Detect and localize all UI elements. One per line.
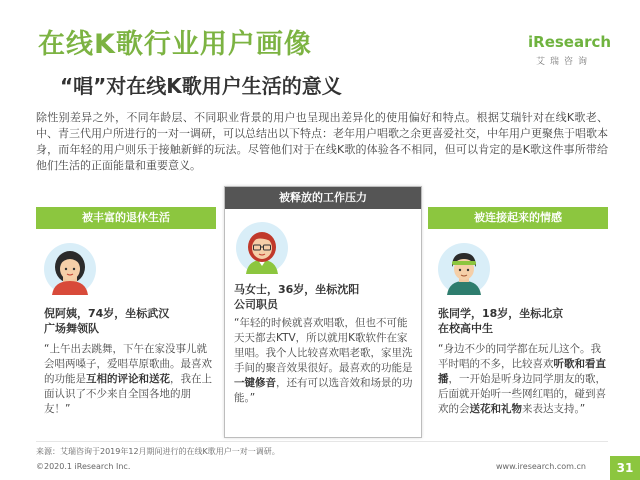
right-person-name: 张同学，18岁，坐标北京 — [438, 307, 564, 320]
right-card-header: 被连接起来的情感 — [428, 207, 608, 229]
left-person-name: 倪阿姨，74岁，坐标武汉 — [44, 307, 170, 320]
right-quote-highlight-1: 听歌和看直播 — [438, 358, 606, 385]
left-card-header: 被丰富的退休生活 — [36, 207, 216, 229]
left-quote-part1: “上午出去跳舞，下午在家没事儿就会唱两嗓子，爱唱草原歌曲。最喜欢的功能是 — [44, 343, 212, 385]
right-quote-part1: “身边不少的同学都在玩儿这个。我平时唱的不多，比较喜欢 — [438, 343, 601, 370]
logo-research: Research — [533, 33, 612, 51]
elderly-woman-avatar-icon — [44, 243, 96, 295]
intro-text: 除性别差异之外，不同年龄层、不同职业背景的用户也呈现出差异化的使用偏好和特点。根据艾瑞针对在线K歌老、中、青三代用户所进行的一对一调研，可以总结出以下特点：老年用户唱歌之余更喜爱社交，中年用户更聚焦于唱歌本身，而年轻的用户则乐于接触新鲜的玩法。尽管他们对于在线K歌的体验各不相同，但可以肯定的是K歌这件事所带给他们生活的正面能量和重要意义。 — [36, 111, 608, 172]
left-person-info — [44, 306, 212, 336]
logo-i: i — [528, 33, 534, 51]
copyright: ©2020.1 iResearch Inc. — [36, 462, 131, 471]
student-avatar-icon — [438, 243, 490, 295]
middle-quote-part2: ，还有可以选音效和场景的功能。” — [234, 377, 413, 404]
woman-glasses-avatar-icon — [236, 222, 288, 274]
left-person-role: 广场舞领队 — [44, 322, 99, 335]
right-quote-highlight-2: 送花和礼物 — [469, 403, 522, 415]
right-person-info — [438, 306, 606, 336]
middle-quote-part1: “年轻的时候就喜欢唱歌，但也不可能天天都去KTV，所以就用K歌软件在家里唱。我个人比较喜欢唱老歌，家里洗手间的聚音效果很好。最喜欢的功能是 — [234, 317, 413, 374]
logo-subtext: 艾瑞咨询 — [536, 57, 593, 67]
intro-paragraph — [36, 110, 608, 174]
right-quote — [438, 342, 606, 417]
right-person-role: 在校高中生 — [438, 322, 493, 335]
page-number: 31 — [610, 456, 640, 480]
logo-wordmark — [528, 34, 612, 50]
middle-quote — [234, 316, 414, 406]
right-quote-part3: 来表达支持。” — [522, 403, 586, 415]
left-quote-part2: ，我在上面认识了不少来自全国各地的朋友！” — [44, 373, 212, 415]
website-url: www.iresearch.com.cn — [496, 462, 586, 471]
footer-divider — [36, 441, 608, 442]
left-quote — [44, 342, 212, 417]
middle-person-name: 马女士，36岁，坐标沈阳 — [234, 283, 360, 296]
right-quote-part2: ，一开始是听身边同学朋友的歌，后面就开始听一些网红唱的，碰到喜欢的会 — [438, 373, 606, 415]
page-subtitle: “唱”对在线K歌用户生活的意义 — [60, 74, 342, 98]
iresearch-logo — [528, 34, 612, 70]
page-title: 在线K歌行业用户画像 — [38, 29, 312, 60]
middle-card-header: 被释放的工作压力 — [225, 187, 421, 209]
left-quote-highlight: 互相的评论和送花 — [86, 373, 170, 385]
source-note: 来源：艾瑞咨询于2019年12月期间进行的在线K歌用户一对一调研。 — [36, 447, 280, 456]
middle-person-role: 公司职员 — [234, 298, 278, 311]
middle-quote-highlight: 一键修音 — [234, 377, 276, 389]
middle-person-info — [234, 282, 414, 312]
